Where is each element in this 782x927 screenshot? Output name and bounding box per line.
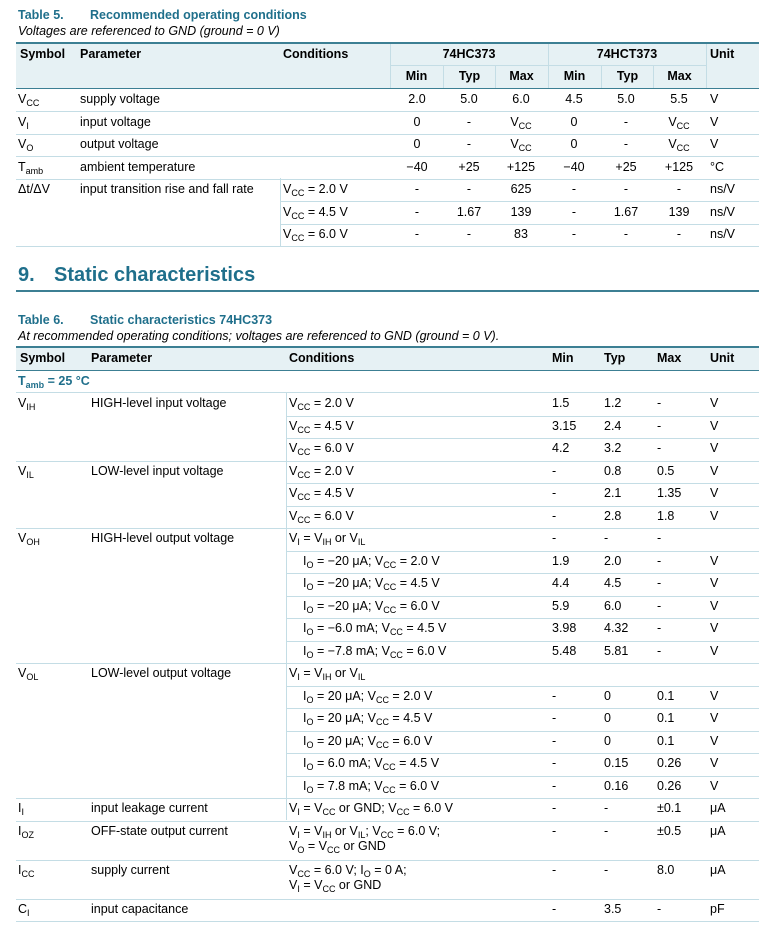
t6-max: - (657, 576, 662, 590)
t5-value: - (414, 227, 420, 241)
t5-head-parameter: Parameter (80, 47, 142, 61)
t5-condition: $V_{CC} = 4.5$ V (283, 204, 348, 221)
t6-typ: - (604, 862, 609, 877)
t6-typ: 4.5 (604, 576, 622, 590)
t6-row-rule (286, 618, 759, 619)
t5-unit: V (710, 114, 719, 129)
t5-value: - (623, 182, 629, 196)
t6-typ: 1.2 (604, 396, 622, 410)
t5-row-rule (16, 246, 759, 247)
t6-condition: $V_{CC} = 2.0$ V (289, 463, 354, 480)
t6-min: - (552, 531, 557, 545)
t6-unit: V (710, 553, 719, 568)
t5-value: 5.0 (617, 92, 635, 106)
t6-condition: $V_{CC} = 2.0$ V (289, 396, 354, 412)
t6-row-rule (286, 506, 759, 507)
t5-header-rule (16, 88, 759, 89)
t6-unit: V (710, 756, 719, 770)
t5-subheader-rule (390, 65, 706, 66)
t5-condition: $V_{CC} = 2.0$ V (283, 182, 348, 198)
t5-parameter: supply voltage (80, 92, 160, 106)
t5-value: - (466, 182, 472, 196)
t5-row-rule (16, 134, 759, 135)
table5-title: Recommended operating conditions (90, 8, 307, 22)
t6-condition: $V_{CC} = 4.5$ V (289, 418, 354, 435)
t6-max: 0.1 (657, 733, 675, 748)
table5-caption (18, 8, 307, 22)
t5-row-rule (16, 111, 759, 112)
t5-value: - (466, 227, 472, 241)
t5-value: 1.67 (613, 204, 639, 219)
t5-unit: ns/V (710, 204, 736, 219)
t5-value: - (676, 227, 682, 241)
t6-header-rule (16, 370, 759, 371)
t6-condition: $V_I = V_{IH}$ or $V_{IL}$ (289, 531, 366, 547)
t6-typ: 0 (604, 688, 611, 703)
t6-min: - (552, 733, 557, 748)
t6-symbol: $V_{OL}$ (18, 666, 39, 682)
t6-min: - (552, 778, 557, 793)
t6-temp-condition: $T_{amb} = 25$ °C (18, 374, 90, 390)
t5-vline (706, 44, 707, 88)
t6-typ: 2.4 (604, 418, 622, 433)
t6-symbol: $V_{OH}$ (18, 531, 40, 547)
t5-value: $V_{CC}$ (668, 114, 690, 131)
t5-value: +125 (506, 159, 536, 174)
t5-unit: ns/V (710, 182, 736, 196)
t6-condition: $V_{CC} = 6.0$ V; $I_O = 0$ A; (289, 862, 407, 879)
t5-head-max: Max (667, 69, 692, 83)
t6-head-unit: Unit (710, 351, 735, 365)
t6-unit: V (710, 441, 719, 455)
t5-unit: V (710, 92, 719, 106)
t6-unit: μA (710, 801, 726, 815)
t5-value: 625 (510, 182, 532, 196)
t6-min: - (552, 801, 557, 815)
t6-min: 5.9 (552, 598, 570, 613)
t6-max: ±0.1 (657, 801, 682, 815)
t5-value: - (414, 204, 420, 219)
t6-unit: V (710, 576, 719, 590)
t6-condition: $V_I = V_{IH}$ or $V_{IL}$; $V_{CC} = 6.0$ V; (289, 823, 441, 840)
t6-row-rule (286, 731, 759, 732)
t5-row-rule (280, 201, 759, 202)
t5-symbol: $V_{CC}$ (18, 92, 40, 108)
t6-parameter: input capacitance (91, 901, 189, 916)
t6-min: - (552, 901, 557, 916)
t6-max: 0.1 (657, 711, 675, 725)
t6-max: - (657, 396, 662, 410)
t5-head-min: Min (405, 69, 428, 83)
t5-condition: $V_{CC} = 6.0$ V (283, 227, 348, 243)
t5-value: 0 (413, 137, 421, 151)
t6-min: 1.9 (552, 553, 570, 568)
t5-symbol: Δt/ΔV (18, 182, 50, 196)
t6-row-rule (286, 573, 759, 574)
t6-cond-vline (286, 393, 287, 820)
t6-condition: $I_O = 6.0$ mA; $V_{CC} = 4.5$ V (303, 756, 440, 772)
t6-head-conditions: Conditions (289, 351, 355, 365)
t5-unit: V (710, 137, 719, 151)
t5-unit: ns/V (710, 227, 736, 241)
t6-max: 0.5 (657, 463, 675, 478)
t6-max: 0.26 (657, 778, 682, 793)
t5-value: - (623, 114, 629, 129)
t6-row-rule (286, 708, 759, 709)
t6-group-rule (16, 899, 759, 900)
t6-unit: μA (710, 862, 726, 877)
t5-unit: °C (710, 159, 725, 174)
t6-typ: - (604, 823, 609, 838)
t6-symbol: $V_{IH}$ (18, 396, 36, 412)
t6-max: - (657, 553, 662, 568)
t6-typ: 2.0 (604, 553, 622, 568)
t6-row-rule (286, 483, 759, 484)
t6-typ: 3.2 (604, 441, 622, 455)
t5-head-typ: Typ (458, 69, 481, 83)
t6-unit: V (710, 778, 719, 793)
t6-group-rule (16, 821, 759, 822)
t6-unit: pF (710, 901, 725, 916)
t5-row-rule (16, 179, 759, 180)
t5-value: 0 (413, 114, 421, 129)
t6-min: 4.4 (552, 576, 570, 590)
t5-parameter: input transition rise and fall rate (80, 182, 254, 196)
t5-value: −40 (406, 159, 428, 174)
t5-value: $V_{CC}$ (510, 137, 532, 153)
t6-typ: 0 (604, 711, 611, 725)
t5-value: - (571, 227, 577, 241)
t5-head-typ: Typ (616, 69, 639, 83)
t6-row-rule (286, 641, 759, 642)
t6-min: - (552, 711, 557, 725)
t6-row-rule (286, 551, 759, 552)
t5-value: 139 (668, 204, 690, 219)
t6-group-rule (16, 860, 759, 861)
t5-value: 1.67 (456, 204, 482, 219)
t5-value: - (571, 204, 577, 219)
t6-group-rule (16, 461, 759, 462)
t6-parameter: LOW-level input voltage (91, 463, 224, 478)
t5-head-min: Min (563, 69, 586, 83)
t5-symbol: $T_{amb}$ (18, 159, 44, 176)
section-rule (16, 290, 759, 292)
t6-temp-rule (16, 392, 759, 393)
table5-number: Table 5. (18, 8, 64, 22)
t5-value: +25 (615, 159, 637, 174)
t6-max: 1.35 (657, 486, 682, 500)
t5-head-unit: Unit (710, 47, 735, 61)
t6-row-rule (286, 416, 759, 417)
t5-value: - (623, 137, 629, 151)
t6-min: - (552, 823, 557, 838)
t6-unit: μA (710, 823, 726, 838)
t6-group-rule (16, 921, 759, 922)
t6-unit: V (710, 688, 719, 703)
t6-typ: 0.15 (604, 756, 629, 770)
t6-unit: V (710, 598, 719, 613)
t6-min: - (552, 862, 557, 877)
t6-min: 4.2 (552, 441, 570, 455)
t6-max: 0.26 (657, 756, 682, 770)
t5-row-rule (280, 224, 759, 225)
t5-symbol: $V_O$ (18, 137, 34, 153)
t6-unit: V (710, 508, 719, 523)
t6-unit: V (710, 463, 719, 478)
table6-title: Static characteristics 74HC373 (90, 313, 273, 327)
t6-symbol: $I_{CC}$ (18, 862, 35, 879)
t5-value: - (466, 137, 472, 151)
t6-typ: 0 (604, 733, 611, 748)
t6-condition: $I_O = -6.0$ mA; $V_{CC} = 4.5$ V (303, 621, 447, 637)
t5-row-rule (16, 156, 759, 157)
t6-condition: $I_O = 7.8$ mA; $V_{CC} = 6.0$ V (303, 778, 440, 795)
t5-cond-vline (280, 178, 281, 246)
t6-symbol: $V_{IL}$ (18, 463, 34, 480)
t6-head-parameter: Parameter (91, 351, 153, 365)
t6-unit: V (710, 711, 719, 725)
t5-value: - (623, 227, 629, 241)
t6-typ: 0.16 (604, 778, 629, 793)
t5-value: - (466, 114, 472, 129)
t6-parameter: HIGH-level input voltage (91, 396, 227, 410)
t6-row-rule (286, 596, 759, 597)
t6-min: 3.15 (552, 418, 577, 433)
t6-typ: 0.8 (604, 463, 622, 478)
t5-value: +125 (664, 159, 694, 174)
t6-head-typ: Typ (604, 351, 626, 365)
t5-value: 0 (570, 114, 578, 129)
t5-symbol: $V_I$ (18, 114, 29, 131)
t6-condition-line2: $V_O = V_{CC}$ or GND (289, 838, 386, 855)
t5-value: 139 (510, 204, 532, 219)
t6-min: 1.5 (552, 396, 570, 410)
t5-value: 5.0 (460, 92, 478, 106)
table5-note: Voltages are referenced to GND (ground = 0 V) (18, 24, 280, 38)
t5-value: $V_{CC}$ (510, 114, 532, 131)
t6-unit: V (710, 733, 719, 748)
t6-unit: V (710, 643, 719, 658)
t5-parameter: output voltage (80, 137, 159, 151)
t6-condition: $I_O = -7.8$ mA; $V_{CC} = 6.0$ V (303, 643, 447, 660)
t6-typ: 2.8 (604, 508, 622, 523)
t6-condition: $V_{CC} = 4.5$ V (289, 486, 354, 502)
t6-symbol: $I_I$ (18, 801, 24, 817)
t6-head-symbol: Symbol (20, 351, 66, 365)
t5-head-symbol: Symbol (20, 47, 66, 61)
t6-unit: V (710, 486, 719, 500)
t6-max: - (657, 621, 662, 635)
t6-head-max: Max (657, 351, 682, 365)
t6-condition: $I_O = 20$ μA; $V_{CC} = 4.5$ V (303, 711, 433, 727)
t6-max: 8.0 (657, 862, 675, 877)
t6-condition-line2: $V_I = V_{CC}$ or GND (289, 877, 382, 894)
t6-condition: $I_O = 20$ μA; $V_{CC} = 2.0$ V (303, 688, 433, 705)
t5-head-max: Max (509, 69, 534, 83)
t6-typ: 6.0 (604, 598, 622, 613)
t6-max: ±0.5 (657, 823, 682, 838)
t6-min: - (552, 756, 557, 770)
t5-head-conditions: Conditions (283, 47, 349, 61)
t6-min: 5.48 (552, 643, 577, 658)
t6-condition: $V_I = V_{CC}$ or GND; $V_{CC} = 6.0$ V (289, 801, 454, 817)
t6-row-rule (286, 753, 759, 754)
t6-min: - (552, 508, 557, 523)
t6-parameter: LOW-level output voltage (91, 666, 232, 680)
section-title: Static characteristics (54, 264, 256, 286)
t6-condition: $V_{CC} = 6.0$ V (289, 441, 354, 457)
t6-condition: $V_{CC} = 6.0$ V (289, 508, 354, 525)
t6-parameter: HIGH-level output voltage (91, 531, 235, 545)
t5-parameter: input voltage (80, 114, 151, 129)
t6-min: - (552, 463, 557, 478)
t6-typ: 2.1 (604, 486, 622, 500)
t6-min: - (552, 688, 557, 703)
t6-min: 3.98 (552, 621, 577, 635)
t5-value: 83 (514, 227, 528, 241)
t6-condition: $V_I = V_{IH}$ or $V_{IL}$ (289, 666, 366, 682)
section-heading (18, 264, 255, 287)
t6-condition: $I_O = -20$ μA; $V_{CC} = 6.0$ V (303, 598, 440, 615)
t5-value: −40 (563, 159, 585, 174)
t5-value: 6.0 (512, 92, 530, 106)
t5-value: - (676, 182, 682, 196)
t6-symbol: $I_{OZ}$ (18, 823, 34, 840)
t6-parameter: supply current (91, 862, 170, 877)
t6-group-rule (16, 663, 759, 664)
t6-unit: V (710, 396, 719, 410)
t6-max: - (657, 598, 662, 613)
t5-value: 0 (570, 137, 578, 151)
t6-max: - (657, 531, 662, 545)
t6-typ: 3.5 (604, 901, 622, 916)
t6-typ: 5.81 (604, 643, 629, 658)
t6-max: - (657, 643, 662, 658)
t6-max: - (657, 418, 662, 433)
t6-typ: - (604, 531, 609, 545)
t5-parameter: ambient temperature (80, 159, 196, 174)
t6-condition: $I_O = 20$ μA; $V_{CC} = 6.0$ V (303, 733, 433, 750)
t5-head-group1: 74HC373 (442, 47, 496, 61)
t6-max: - (657, 441, 662, 455)
t6-max: 1.8 (657, 508, 675, 523)
t6-max: 0.1 (657, 688, 675, 703)
t6-row-rule (286, 686, 759, 687)
t6-row-rule (286, 438, 759, 439)
t6-typ: 4.32 (604, 621, 629, 635)
t6-symbol: $C_I$ (18, 901, 30, 918)
section-number: 9. (18, 264, 35, 286)
t6-max: - (657, 901, 662, 916)
t6-parameter: OFF-state output current (91, 823, 228, 838)
t5-value: 2.0 (408, 92, 426, 106)
t5-head-group2: 74HCT373 (596, 47, 658, 61)
t6-typ: - (604, 801, 609, 815)
t6-parameter: input leakage current (91, 801, 208, 815)
table6-caption (18, 313, 272, 327)
t6-head-min: Min (552, 351, 574, 365)
t6-row-rule (286, 776, 759, 777)
t5-value: - (414, 182, 420, 196)
t6-min: - (552, 486, 557, 500)
table6-note: At recommended operating conditions; voltages are referenced to GND (ground = 0 V). (18, 329, 500, 343)
t6-condition: $I_O = -20$ μA; $V_{CC} = 2.0$ V (303, 553, 440, 570)
t6-unit: V (710, 621, 719, 635)
table6-number: Table 6. (18, 313, 64, 327)
t6-condition: $I_O = -20$ μA; $V_{CC} = 4.5$ V (303, 576, 440, 592)
t5-value: 5.5 (670, 92, 688, 106)
t6-group-rule (16, 798, 759, 799)
t5-value: +25 (458, 159, 480, 174)
t6-unit: V (710, 418, 719, 433)
t5-value: - (571, 182, 577, 196)
t5-value: $V_{CC}$ (668, 137, 690, 153)
t6-group-rule (16, 528, 759, 529)
t5-value: 4.5 (565, 92, 583, 106)
